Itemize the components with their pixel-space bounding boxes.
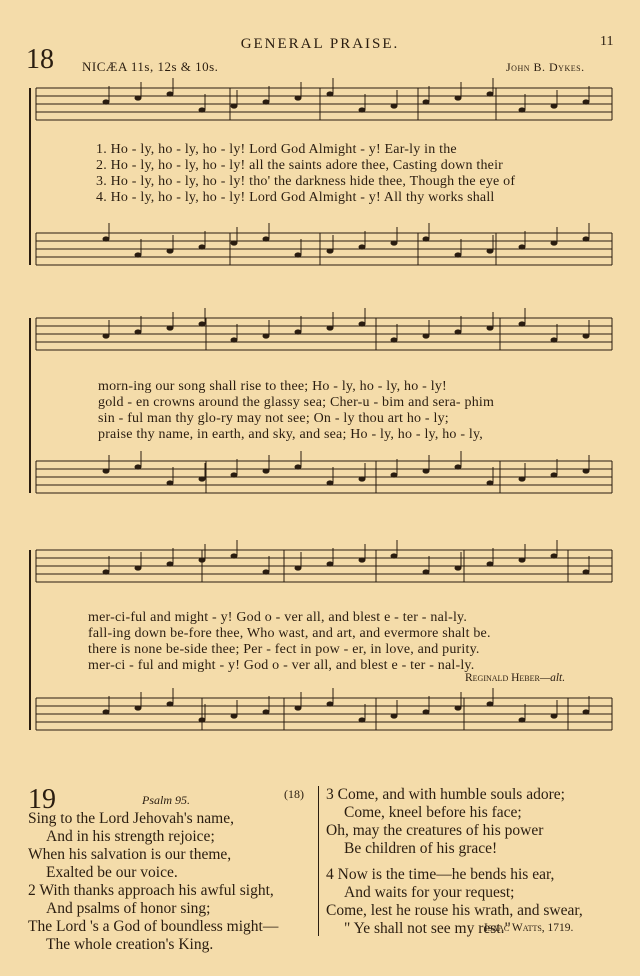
note-head (327, 561, 334, 566)
stanza-line: Be children of his grace! (344, 840, 498, 857)
hymn-18-tune-name: NICÆA 11s, 12s & 10s. (82, 59, 219, 74)
note-head (423, 468, 430, 473)
note-head (551, 472, 558, 477)
note-head (423, 236, 430, 241)
note-head (231, 553, 238, 558)
note-head (199, 321, 206, 326)
stanza-line: 4 Now is the time—he bends his ear, (326, 866, 555, 883)
note-head (583, 569, 590, 574)
hymn-19-reference: (18) (284, 787, 304, 801)
lyric-line: 4. Ho - ly, ho - ly, ho - ly! Lord God Almight - y! All thy works shall (96, 190, 495, 205)
note-head (551, 713, 558, 718)
note-head (455, 705, 462, 710)
note-head (167, 561, 174, 566)
hymn-18-system-3-lyrics (88, 610, 491, 674)
note-head (295, 565, 302, 570)
note-head (487, 325, 494, 330)
note-head (359, 717, 366, 722)
note-head (519, 717, 526, 722)
note-head (263, 99, 270, 104)
note-head (583, 333, 590, 338)
stanza-line: And in his strength rejoice; (46, 828, 215, 845)
note-head (199, 244, 206, 249)
note-head (455, 252, 462, 257)
lyric-line: 3. Ho - ly, ho - ly, ho - ly! tho' the darkness hide thee, Though the eye of (96, 174, 516, 189)
note-head (263, 709, 270, 714)
note-head (231, 337, 238, 342)
lyric-line: there is none be-side thee; Per - fect in pow - er, in love, and purity. (88, 642, 480, 657)
stanza-line: The Lord 's a God of boundless might— (28, 918, 279, 935)
note-head (391, 103, 398, 108)
note-head (263, 468, 270, 473)
note-head (231, 713, 238, 718)
note-head (167, 91, 174, 96)
note-head (263, 333, 270, 338)
hymn-19-number: 19 (28, 784, 56, 815)
note-head (199, 717, 206, 722)
note-head (327, 248, 334, 253)
stanza-line: Come, lest he rouse his wrath, and swear, (326, 902, 583, 919)
note-head (231, 240, 238, 245)
lyric-line: 1. Ho - ly, ho - ly, ho - ly! Lord God Almight - y! Ear-ly in the (96, 142, 457, 157)
note-head (359, 244, 366, 249)
note-head (135, 565, 142, 570)
note-head (167, 248, 174, 253)
note-head (327, 91, 334, 96)
note-head (583, 709, 590, 714)
note-head (199, 476, 206, 481)
lyric-line: sin - ful man thy glo-ry may not see; On - ly thou art ho - ly; (98, 411, 449, 426)
note-head (263, 236, 270, 241)
note-head (551, 553, 558, 558)
stanza-line: " Ye shall not see my rest." (344, 920, 511, 937)
note-head (455, 565, 462, 570)
hymn-18-system-2-lyrics (98, 379, 494, 443)
note-head (103, 709, 110, 714)
note-head (551, 103, 558, 108)
column-divider (318, 786, 319, 936)
note-head (423, 709, 430, 714)
note-head (135, 95, 142, 100)
note-head (455, 464, 462, 469)
note-head (519, 321, 526, 326)
note-head (487, 91, 494, 96)
note-head (423, 333, 430, 338)
stanza-line: And psalms of honor sing; (46, 900, 211, 917)
lyric-line: praise thy name, in earth, and sky, and sea; Ho - ly, ho - ly, ho - ly, (98, 427, 483, 442)
lyric-line: mer-ci - ful and might - y! God o - ver all, and blest e - ter - nal-ly. (88, 658, 475, 673)
note-head (455, 95, 462, 100)
note-head (487, 561, 494, 566)
note-head (519, 557, 526, 562)
stanza-line: Sing to the Lord Jehovah's name, (28, 810, 234, 827)
note-head (231, 472, 238, 477)
note-head (487, 248, 494, 253)
hymn-19-meter: Psalm 95. (142, 793, 190, 807)
note-head (167, 701, 174, 706)
hymn-19-left-column (28, 810, 278, 954)
lyric-line: mer-ci-ful and might - y! God o - ver all, and blest e - ter - nal-ly. (88, 610, 468, 625)
note-head (583, 236, 590, 241)
hymn-18-number: 18 (26, 44, 54, 75)
note-head (295, 95, 302, 100)
note-head (391, 337, 398, 342)
note-head (295, 329, 302, 334)
note-head (103, 468, 110, 473)
hymn-18-author: Reginald Heber—alt. (465, 672, 566, 684)
stanza-line: The whole creation's King. (46, 936, 214, 953)
note-head (423, 99, 430, 104)
note-head (167, 480, 174, 485)
stanza-line: Oh, may the creatures of his power (326, 822, 544, 839)
note-head (391, 553, 398, 558)
hymn-18-composer: John B. Dykes. (506, 60, 585, 74)
note-head (359, 321, 366, 326)
stanza-line: And waits for your request; (344, 884, 515, 901)
note-head (519, 476, 526, 481)
hymn-19-right-column (326, 786, 583, 938)
note-head (551, 240, 558, 245)
stanza-line: Exalted be our voice. (46, 864, 178, 881)
page-number: 11 (600, 34, 614, 49)
note-head (135, 464, 142, 469)
hymn-19-author: Isaac Watts, 1719. (484, 922, 574, 934)
note-head (487, 701, 494, 706)
stanza-line: When his salvation is our theme, (28, 846, 232, 863)
note-head (519, 244, 526, 249)
note-head (487, 480, 494, 485)
note-head (551, 337, 558, 342)
note-head (103, 99, 110, 104)
note-head (263, 569, 270, 574)
note-head (391, 713, 398, 718)
lyric-line: morn-ing our song shall rise to thee; Ho - ly, ho - ly, ho - ly! (98, 379, 447, 394)
note-head (135, 252, 142, 257)
note-head (455, 329, 462, 334)
note-head (103, 236, 110, 241)
note-head (135, 329, 142, 334)
note-head (295, 252, 302, 257)
note-head (295, 464, 302, 469)
note-head (391, 240, 398, 245)
stanza-line: 3 Come, and with humble souls adore; (326, 786, 565, 803)
note-head (167, 325, 174, 330)
note-head (103, 569, 110, 574)
note-head (199, 107, 206, 112)
note-head (583, 468, 590, 473)
note-head (327, 480, 334, 485)
lyric-line: 2. Ho - ly, ho - ly, ho - ly! all the saints adore thee, Casting down their (96, 158, 504, 173)
note-head (295, 705, 302, 710)
note-head (423, 569, 430, 574)
page-header-title: GENERAL PRAISE. (240, 36, 400, 52)
note-head (199, 557, 206, 562)
note-head (327, 325, 334, 330)
note-head (583, 99, 590, 104)
stanza-line: 2 With thanks approach his awful sight, (28, 882, 274, 899)
hymn-18-system-1-lyrics (96, 142, 515, 206)
note-head (359, 107, 366, 112)
note-head (391, 472, 398, 477)
note-head (359, 476, 366, 481)
note-head (231, 103, 238, 108)
stanza-line: Come, kneel before his face; (344, 804, 522, 821)
note-head (103, 333, 110, 338)
note-head (519, 107, 526, 112)
note-head (359, 557, 366, 562)
lyric-line: gold - en crowns around the glassy sea; Cher-u - bim and sera- phim (98, 395, 495, 410)
note-head (327, 701, 334, 706)
lyric-line: fall-ing down be-fore thee, Who wast, and art, and evermore shalt be. (88, 626, 491, 641)
note-head (135, 705, 142, 710)
